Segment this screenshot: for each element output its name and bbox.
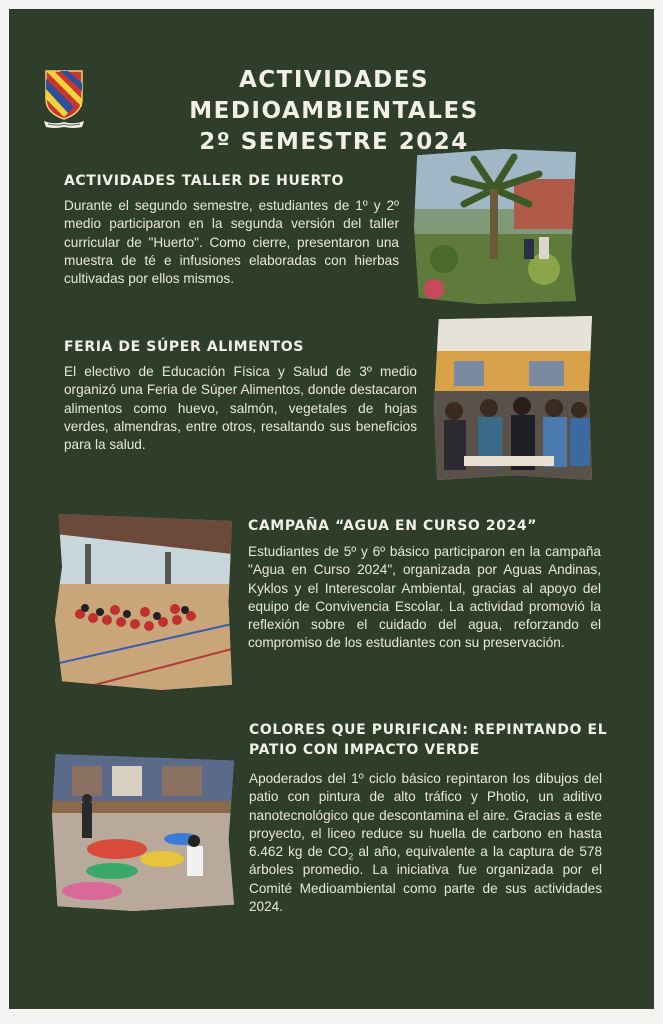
co2-subscript: 2	[348, 851, 354, 862]
section-body-huerto: Durante el segundo semestre, estudiantes de 1º y 2º medio participaron en la segunda versión del taller curricular de "Huerto". Como cierre, presentaron una muestra de té e infusiones elaboradas con hierbas cultivadas por ellos mismos.	[64, 198, 399, 287]
title-line-2: 2º SEMESTRE 2024	[199, 129, 469, 155]
painted-patio-photo	[52, 751, 234, 911]
section-heading-colores	[249, 720, 639, 760]
food-fair-photo	[434, 316, 592, 480]
gym-students-photo	[55, 514, 232, 690]
section-heading-colores-line-1: COLORES QUE PURIFICAN: REPINTANDO EL	[249, 722, 608, 738]
page-title	[99, 65, 569, 158]
section-heading-colores-line-2: PATIO CON IMPACTO VERDE	[249, 742, 480, 758]
section-heading-agua: CAMPAÑA “AGUA EN CURSO 2024”	[248, 518, 538, 534]
colores-body-part-2: al año, equivalente a la captura de 578 árboles promedio. La iniciativa fue organizada por el Comité Medioambiental como parte de sus actividades 2024.	[249, 844, 603, 915]
poster	[9, 9, 654, 1009]
section-body-feria: El electivo de Educación Física y Salud de 3º medio organizó una Feria de Súper Alimentos, donde destacaron alimentos como huevo, salmón, vegetales de hojas verdes, almendras, entre otros, resaltando sus beneficios para la salud.	[64, 364, 417, 453]
section-body-agua: Estudiantes de 5º y 6º básico participaron en la campaña "Agua en Curso 2024", organizada por Aguas Andinas, Kyklos y el Interescolar Ambiental, gracias al apoyo del equipo de Convivencia Escolar. La actividad promovió la reflexión sobre el cuidado del agua, reforzando el compromiso de los estudiantes con su preservación.	[248, 544, 601, 651]
section-heading-feria: FERIA DE SÚPER ALIMENTOS	[64, 339, 304, 355]
section-heading-huerto: ACTIVIDADES TALLER DE HUERTO	[64, 173, 344, 189]
garden-photo	[414, 149, 576, 304]
colores-body-part-1: Apoderados del 1º ciclo básico repintaron los dibujos del patio con pintura de alto tráfico y Photio, un aditivo nanotecnológico que descontamina el aire. Gracias a este proyecto, el liceo reduce su huella de carbono en hasta 6.462 kg de CO	[249, 771, 602, 860]
school-crest-icon	[42, 69, 86, 131]
title-line-1: ACTIVIDADES MEDIOAMBIENTALES	[189, 67, 479, 124]
section-body-colores	[249, 770, 602, 916]
